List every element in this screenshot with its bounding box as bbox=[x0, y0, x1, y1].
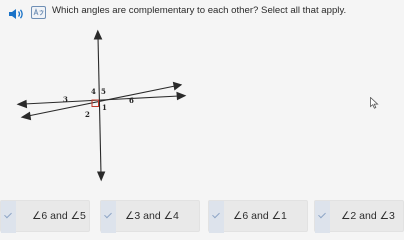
arrowhead bbox=[174, 83, 182, 90]
choice-label: ∠6 and ∠5 bbox=[32, 210, 86, 222]
speaker-icon[interactable] bbox=[8, 7, 26, 21]
choice-3-and-4[interactable] bbox=[100, 200, 200, 232]
arrowhead bbox=[177, 93, 185, 100]
checkbox[interactable] bbox=[1, 201, 16, 233]
angle-label-2: 2 bbox=[85, 110, 90, 119]
choice-label: ∠6 and ∠1 bbox=[233, 210, 287, 222]
checkbox[interactable] bbox=[209, 201, 224, 233]
choice-label: ∠2 and ∠3 bbox=[341, 210, 395, 222]
angle-label-3: 3 bbox=[63, 95, 68, 104]
choice-6-and-5[interactable] bbox=[0, 200, 90, 232]
arrowhead bbox=[18, 101, 27, 108]
answer-choices bbox=[0, 200, 404, 235]
choice-label: ∠3 and ∠4 bbox=[125, 210, 179, 222]
translate-icon[interactable] bbox=[31, 6, 46, 19]
choice-6-and-1[interactable] bbox=[208, 200, 308, 232]
mouse-pointer-icon bbox=[370, 97, 379, 109]
question-bar bbox=[0, 0, 404, 26]
question-text: Which angles are complementary to each other? Select all that apply. bbox=[52, 5, 347, 16]
checkbox[interactable] bbox=[101, 201, 116, 233]
angle-figure bbox=[0, 26, 404, 196]
angle-label-4: 4 bbox=[91, 87, 96, 96]
checkbox[interactable] bbox=[315, 201, 330, 233]
angle-label-6: 6 bbox=[129, 96, 134, 105]
arrowhead bbox=[98, 172, 105, 180]
arrowhead bbox=[22, 113, 31, 120]
angle-label-1: 1 bbox=[102, 103, 107, 112]
angle-label-5: 5 bbox=[101, 87, 106, 96]
choice-2-and-3[interactable] bbox=[314, 200, 404, 232]
arrowhead bbox=[95, 31, 102, 39]
